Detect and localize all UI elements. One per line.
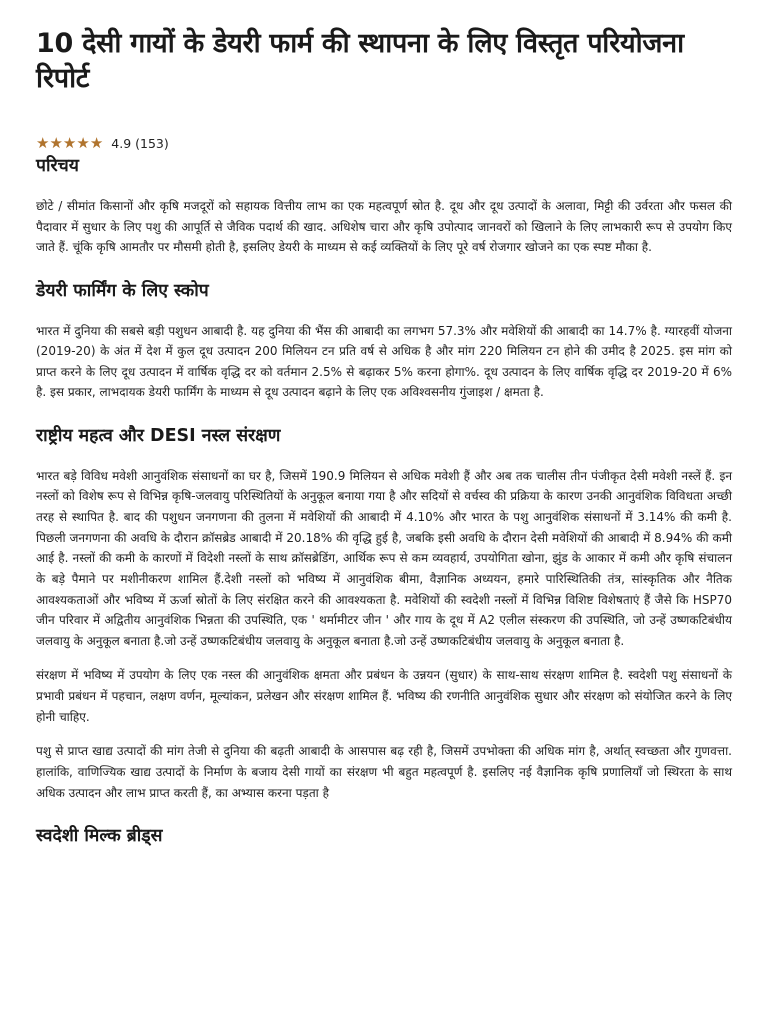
section-intro bbox=[36, 155, 732, 258]
star-icon: ★ bbox=[49, 134, 63, 153]
star-icon: ★ bbox=[62, 134, 77, 153]
section-heading: परिचय bbox=[36, 156, 79, 177]
paragraph: संरक्षण में भविष्य में उपयोग के लिए एक नस्ल की आनुवंशिक क्षमता और प्रबंधन के उन्नयन (सुधार) के साथ-साथ संरक्षण शामिल है. स्वदेशी पशु संसाधनों के प्रभावी प्रबंधन में पहचान, लक्षण वर्णन, मूल्यांकन, प्रलेखन और संरक्षण शामिल हैं. भविष्य की रणनीति आनुवंशिक सुधार और संरक्षण को संयोजित करने के लिए होनी चाहिए. bbox=[36, 668, 732, 724]
section-heading: डेयरी फार्मिंग के लिए स्कोप bbox=[36, 280, 209, 301]
star-icon: ★ bbox=[89, 134, 104, 153]
section-national-importance bbox=[36, 425, 732, 803]
paragraph: भारत में दुनिया की सबसे बड़ी पशुधन आबादी है. यह दुनिया की भैंस की आबादी का लगभग 57.3% और मवेशियों की आबादी का 14.7% है. ग्यारहवीं योजना (2019-20) के अंत में देश में कुल दूध उत्पादन 200 मिलियन टन प्रति वर्ष से अधिक है और मांग 220 मिलियन टन होने की उमीद है 2025. इस मांग को प्राप्त करने के लिए दूध उत्पादन में वार्षिक वृद्धि दर को वर्तमान 2.5% से बढ़ाकर 5% करना होगा%. दूध उत्पादन के लिए वार्षिक वृद्धि दर 2019-20 में 6% है. इस प्रकार, लाभदायक डेयरी फार्मिंग के माध्यम से दूध उत्पादन बढ़ाने के लिए एक अविश्वसनीय गुंजाइश / क्षमता है. bbox=[36, 323, 732, 400]
section-scope bbox=[36, 280, 732, 403]
section-heading: स्वदेशी मिल्क ब्रीड्स bbox=[36, 826, 163, 847]
page-title: 10 देसी गायों के डेयरी फार्म की स्थापना के लिए विस्तृत परियोजना रिपोर्ट bbox=[36, 28, 684, 95]
rating-value: 4.9 (153) bbox=[111, 136, 169, 152]
rating-count: (153) bbox=[135, 136, 169, 152]
paragraph: पशु से प्राप्त खाद्य उत्पादों की मांग तेजी से दुनिया की बढ़ती आबादी के आसपास बढ़ रही है, जिसमें उपभोक्ता की अधिक मांग है, अर्थात् स्वच्छता और गुणवत्ता. हालांकि, वाणिज्यिक खाद्य उत्पादों के निर्माण के बजाय देसी गायों का संरक्षण भी बहुत महत्वपूर्ण है. इसलिए नई वैज्ञानिक कृषि प्रणालियाँ जो स्थिरता के साथ अधिक उत्पादन और लाभ प्राप्त करती हैं, का अभ्यास करना पड़ता है bbox=[36, 744, 732, 800]
section-heading: राष्ट्रीय महत्व और DESI नस्ल संरक्षण bbox=[36, 426, 281, 447]
star-icon: ★ bbox=[36, 134, 50, 153]
paragraph: छोटे / सीमांत किसानों और कृषि मजदूरों को सहायक वित्तीय लाभ का एक महत्वपूर्ण स्रोत है. दूध और दूध उत्पादों के अलावा, मिट्टी की उर्वरता और फसल की पैदावार में सुधार के लिए पशु की आपूर्ति से जैविक पदार्थ की खाद. अधिशेष चारा और कृषि उपोत्पाद जानवरों को खिलाने के लिए लाभकारी रूप से उपयोग किए जाते हैं. चूंकि कृषि आमतौर पर मौसमी होती है, इसलिए डेयरी के माध्यम से कई व्यक्तियों के लिए पूरे वर्ष रोजगार खोजने का एक स्पष्ट मौका है. bbox=[36, 198, 732, 255]
rating[interactable] bbox=[36, 136, 732, 151]
section-milk-breeds bbox=[36, 825, 732, 848]
star-rating[interactable] bbox=[36, 136, 103, 151]
paragraph: भारत बड़े विविध मवेशी आनुवंशिक संसाधनों का घर है, जिसमें 190.9 मिलियन से अधिक मवेशी हैं और अब तक चालीस तीन पंजीकृत देसी मवेशी नस्लें हैं. इन नस्लों को विशेष रूप से विभिन्न कृषि-जलवायु परिस्थितियों के अनुकूल बनाया गया है और सदियों से वर्चस्व की प्रक्रिया के कारण उनकी आनुवंशिक विविधता अच्छी तरह से स्थापित है. बाद की पशुधन जनगणना की तुलना में मवेशियों की आबादी में 4.10% और भारत के पशु आनुवंशिक संसाधनों में 3.14% की कमी है. पिछली जनगणना की अवधि के दौरान क्रॉसब्रेड आबादी में 20.18% की वृद्धि हुई है, जबकि इसी अवधि के दौरान देसी मवेशियों की आबादी में 8.94% की कमी आई है. नस्लों की कमी के कारणों में विदेशी नस्लों के साथ क्रॉसब्रेडिंग, आर्थिक रूप से कम व्यवहार्य, उपयोगिता खोना, झुंड के आकार में कमी और कृषि संचालन के बड़े पैमाने पर मशीनीकरण शामिल हैं.देशी नस्लों को भविष्य में आनुवंशिक बीमा, वैज्ञानिक अध्ययन, हमारे पारिस्थितिकी तंत्र, सांस्कृतिक और नैतिक आवश्यकताओं और भविष्य में ऊर्जा स्रोतों के लिए संरक्षित करने की आवश्यकता है. मवेशियों की स्वदेशी नस्लों में विभिन्न विशिष्ट विशेषताएं हैं जैसे कि HSP70 जीन परिवार में अद्वितीय आनुवंशिक भिन्नता की उपस्थिति, एक ' थर्मामीटर जीन ' और गाय के दूध में A2 एलील संस्करण की उपस्थिति, जो उन्हें उष्णकटिबंधीय जलवायु के अनुकूल बनाता है.जो उन्हें उष्णकटिबंधीय जलवायु के अनुकूल बनाता है.जो उन्हें उष्णकटिबंधीय जलवायु के अनुकूल बनाता है. bbox=[36, 468, 732, 648]
star-icon: ★ bbox=[76, 134, 90, 153]
